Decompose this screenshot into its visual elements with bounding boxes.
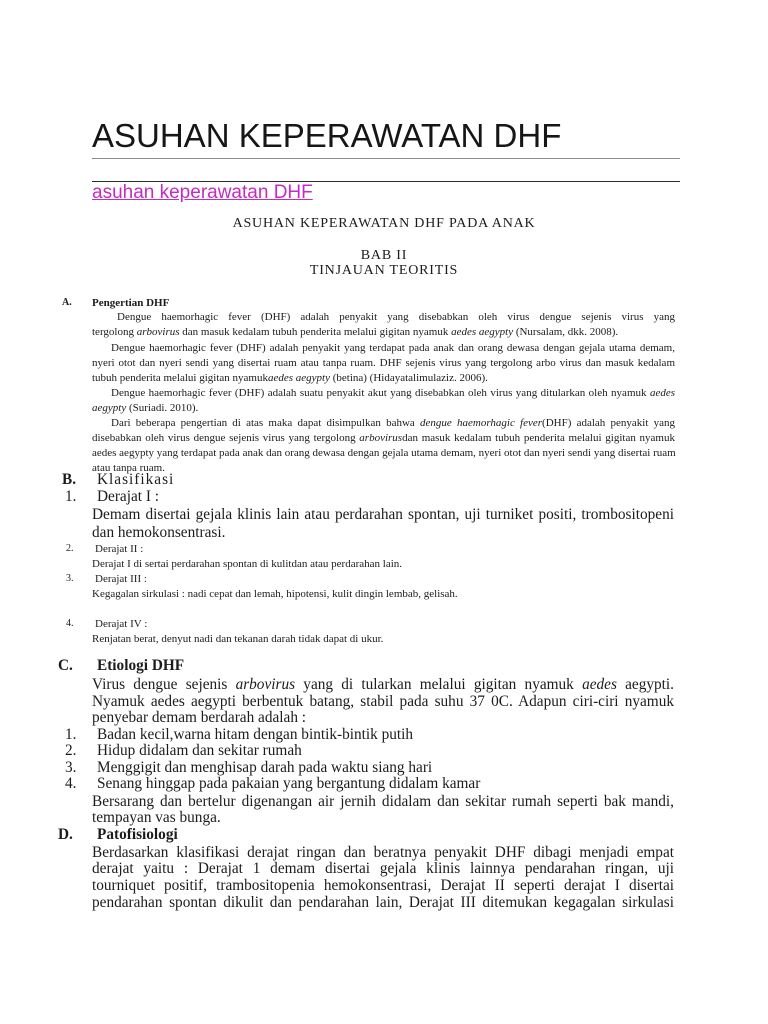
italic-term: arbovirus	[235, 676, 296, 693]
derajat-description: Kegagalan sirkulasi : nadi cepat dan lemah, hipotensi, kulit dingin lembab, gelisah.	[92, 588, 458, 600]
list-number: 2.	[65, 742, 77, 759]
etiologi-line: penyebar demam berdarah adalah :	[92, 709, 307, 726]
derajat-description: Derajat I di sertai perdarahan spontan di kulitdan atau perdarahan lain.	[92, 558, 403, 570]
derajat-label: Derajat IV :	[95, 618, 148, 630]
chapter-number: BAB II	[360, 248, 408, 263]
etiologi-line	[92, 676, 674, 694]
text-segment: Virus dengue sejenis	[92, 676, 236, 693]
text-segment: (DHF) adalah penyakit yang	[542, 417, 675, 429]
etiologi-line: tempayan vas bunga.	[92, 809, 221, 826]
italic-term: arbovirus	[136, 326, 180, 338]
patofisiologi-line: pendarahan spontan dikulit dan pendarahan lain, Derajat III ditemukan kegagalan sirkulasi	[92, 894, 674, 911]
text-segment: Dengue haemorhagic fever (DHF) adalah suatu penyakit akut yang disebabkan oleh virus yang ditularkan oleh nyamuk	[111, 387, 650, 399]
pengertian-line: aedes aegypty yang terdapat pada anak dan orang dewasa dengan gejala utama demam, nyeri otot dan nyeri sendi yang disertai ruam	[92, 447, 676, 459]
pengertian-line	[92, 371, 488, 385]
pengertian-line	[92, 401, 198, 415]
italic-term: aedes	[582, 676, 617, 693]
chapter-title: TINJAUAN TEORITIS	[309, 263, 459, 278]
section-heading-patofisiologi: Patofisiologi	[97, 826, 178, 843]
derajat-description: Demam disertai gejala klinis lain atau perdarahan spontan, uji turniket positi, trombositopeni	[92, 506, 674, 523]
pengertian-line: Dengue haemorhagic fever (DHF) adalah penyakit yang disebabkan oleh virus dengue sejenis virus yang	[117, 311, 675, 323]
italic-term: aedes aegypty	[267, 372, 330, 384]
etiologi-line: Bersarang dan bertelur digenangan air jernih didalam dan sekitar rumah seperti bak mandi,	[92, 793, 674, 810]
section-letter-d: D.	[58, 826, 73, 843]
derajat-description: Renjatan berat, denyut nadi dan tekanan darah tidak dapat di ukur.	[92, 633, 384, 645]
derajat-label: Derajat III :	[95, 573, 147, 585]
document-title: ASUHAN KEPERAWATAN DHF	[92, 117, 562, 154]
text-segment: (Nursalam, dkk. 2008).	[513, 326, 619, 338]
patofisiologi-line: Berdasarkan klasifikasi derajat ringan dan beratnya penyakit DHF dibagi menjadi empat	[92, 844, 674, 861]
italic-term: aedes	[649, 387, 675, 399]
pengertian-line	[111, 386, 675, 400]
list-number: 2.	[66, 543, 74, 554]
list-item: Badan kecil,warna hitam dengan bintik-bintik putih	[97, 726, 414, 743]
italic-term: aedes aegypty	[451, 326, 514, 338]
section-letter-c: C.	[58, 657, 73, 674]
pengertian-line: atau tanpa ruam.	[92, 462, 165, 474]
pengertian-line	[92, 431, 675, 445]
list-number: 1.	[65, 488, 77, 505]
section-letter-a: A.	[62, 297, 72, 308]
pengertian-line	[111, 416, 675, 430]
pengertian-line	[92, 325, 618, 339]
list-number: 3.	[65, 759, 77, 776]
italic-term: aegypty	[92, 402, 127, 414]
text-segment: aegypti.	[616, 676, 674, 693]
list-item: Hidup didalam dan sekitar rumah	[97, 742, 302, 759]
list-number: 4.	[66, 618, 74, 629]
etiologi-line: Nyamuk aedes aegypti berbentuk batang, stabil pada suhu 37 0C. Adapun ciri-ciri nyamuk	[92, 693, 674, 710]
section-letter-b: B.	[62, 471, 77, 488]
patofisiologi-line: derajat yaitu : Derajat 1 demam disertai gejala klinis lainnya pendarahan ringan, uji	[92, 860, 674, 877]
text-segment: disebabkan oleh virus dengue sejenis virus yang tergolong	[92, 432, 360, 444]
text-segment: yang di tularkan melalui gigitan nyamuk	[295, 676, 583, 693]
text-segment: dan masuk kedalam tubuh penderita melalui gigitan nyamuk	[179, 326, 452, 338]
derajat-label: Derajat I :	[97, 488, 160, 505]
list-number: 4.	[65, 775, 77, 792]
italic-term: arbovirus	[359, 432, 403, 444]
section-heading-pengertian: Pengertian DHF	[92, 297, 170, 309]
patofisiologi-line: tourniquet positif, trambositopenia hemokonsentrasi, Derajat II seperti derajat I disertai	[92, 877, 674, 894]
title-divider-top	[92, 158, 680, 159]
derajat-description: dan hemokonsentrasi.	[92, 524, 226, 541]
text-segment: tubuh penderita melalui gigitan nyamuk	[92, 372, 268, 384]
text-segment: dan masuk kedalam tubuh penderita melalui gigitan nyamuk	[402, 432, 675, 444]
list-number: 1.	[65, 726, 77, 743]
section-heading-etiologi: Etiologi DHF	[97, 657, 185, 674]
document-heading: ASUHAN KEPERAWATAN DHF PADA ANAK	[232, 216, 536, 231]
list-number: 3.	[66, 573, 74, 584]
italic-term: dengue haemorhagic fever	[420, 417, 543, 429]
text-segment: (Suriadi. 2010).	[126, 402, 199, 414]
pengertian-line: Dengue haemorhagic fever (DHF) adalah penyakit yang terdapat pada anak dan orang dewasa dengan gejala utama demam,	[111, 342, 675, 354]
list-item: Menggigit dan menghisap darah pada waktu siang hari	[97, 759, 433, 776]
derajat-label: Derajat II :	[95, 543, 144, 555]
section-heading-klasifikasi: Klasifikasi	[97, 471, 175, 488]
link-asuhan-keperawatan[interactable]: asuhan keperawatan DHF	[92, 182, 313, 203]
text-segment: tergolong	[92, 326, 137, 338]
list-item: Senang hinggap pada pakaian yang bergantung didalam kamar	[97, 775, 481, 792]
text-segment: Dari beberapa pengertian di atas maka dapat disimpulkan bahwa	[111, 417, 421, 429]
text-segment: (betina) (Hidayatalimulaziz. 2006).	[329, 372, 488, 384]
pengertian-line: nyeri otot dan nyeri sendi yang disertai ruam atau tanpa ruam. DHF sejenis virus yang tergolong arbo virus dan masuk kedalam	[92, 357, 675, 369]
